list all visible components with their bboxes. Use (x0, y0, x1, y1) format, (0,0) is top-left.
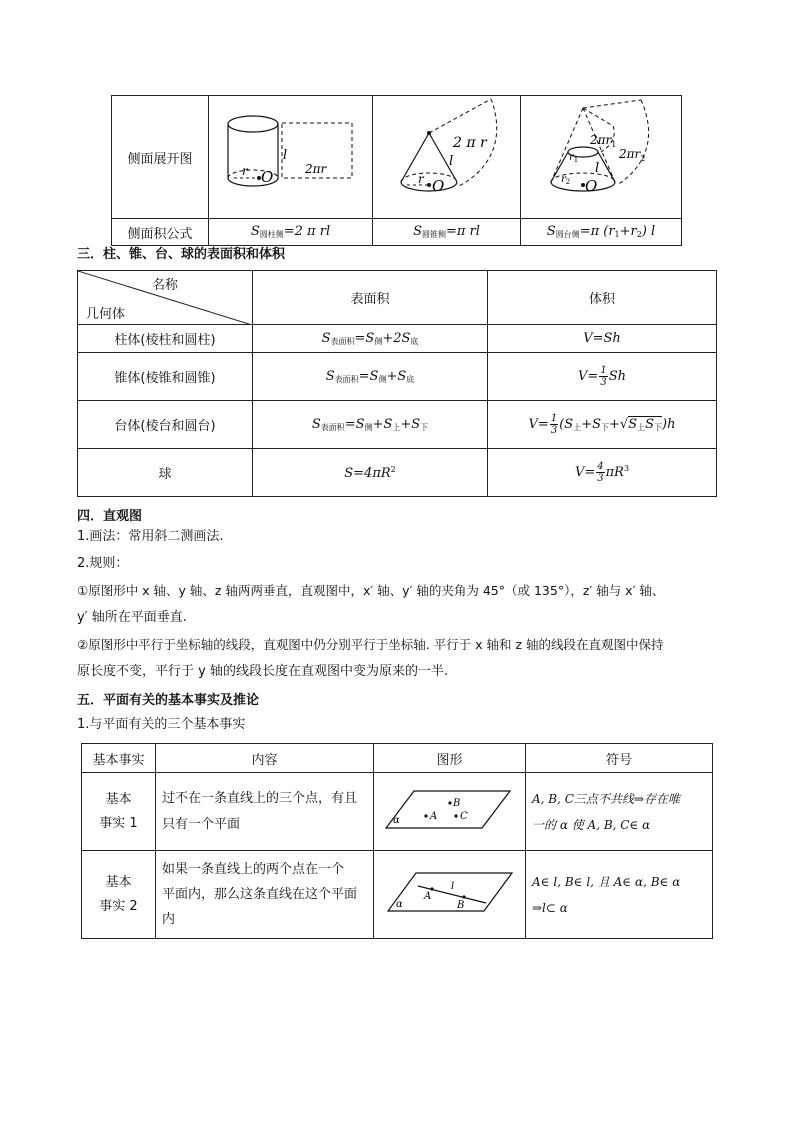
svg-text:O: O (432, 177, 445, 195)
diagonal-header-cell (78, 271, 253, 325)
row-sphere-name: 球 (78, 449, 253, 497)
row-sphere-area: $S=4\pi R^2$ (253, 449, 488, 497)
row-prism-volume: V=Sh (488, 325, 717, 353)
cylinder-unfolding-figure (209, 96, 372, 214)
section4-p4b: 原长度不变，平行于 y 轴的线段长度在直观图中变为原来的一半. (77, 664, 449, 679)
row-frustum-volume: V= $\frac{1}{3}$ $(S_上+S_下+√S_上S_下)h$ (488, 401, 717, 449)
section4-p1: 1.画法：常用斜二测画法. (77, 529, 224, 544)
header-volume: 体积 (488, 271, 717, 325)
header-name: 名称 (152, 278, 179, 293)
unfolding-table (111, 95, 682, 246)
header-solid: 几何体 (86, 307, 126, 322)
fact2-name: 基本 事实 2 (82, 851, 156, 939)
svg-text:l: l (283, 148, 288, 163)
section5-title: 五．平面有关的基本事实及推论 (77, 693, 260, 708)
svg-text:r: r (418, 172, 424, 186)
fact1-content: 过不在一条直线上的三个点，有且 只有一个平面 (156, 773, 374, 851)
row-label-unfolding: 侧面展开图 (112, 96, 209, 219)
fact1-figure-cell (374, 773, 526, 851)
row-label-area-formula: 侧面积公式 (112, 219, 209, 246)
fact2-symbol: A∈ l, B∈ l, 且 A∈ α, B∈ α ⇒l⊂ α (526, 851, 713, 939)
svg-text:l: l (449, 154, 454, 169)
cone-formula: $S_{圆锥侧}=\pi$ rl (373, 219, 521, 246)
section4-p3a: ①原图形中 x 轴、y 轴、z 轴两两垂直，直观图中，x′ 轴、y′ 轴的夹角为 45°（或 135°），z′ 轴与 x′ 轴、 (77, 583, 665, 598)
svg-text:B: B (453, 798, 461, 809)
svg-text:α: α (393, 815, 400, 826)
col-header-content: 内容 (156, 744, 374, 773)
fact1-symbol: A, B, C三点不共线⇒存在唯 一的 α 使 A, B, C∈ α (526, 773, 713, 851)
row-pyramid-name: 锥体(棱锥和圆锥) (78, 353, 253, 401)
row-prism-area: $S_{表面积}=S_侧+2S_底$ (253, 325, 488, 353)
header-area: 表面积 (253, 271, 488, 325)
fact1-name: 基本 事实 1 (82, 773, 156, 851)
frustum-figure-cell (521, 96, 682, 219)
plane-three-points-figure (374, 773, 525, 846)
svg-text:2πr2: $2\pi r_2$ (619, 147, 646, 163)
col-header-fact: 基本事实 (82, 744, 156, 773)
svg-text:r: r (242, 164, 248, 178)
svg-text:B: B (457, 900, 465, 911)
row-sphere-volume: V= $\frac{4}{3}$ $\pi R^3$ (488, 449, 717, 497)
svg-text:O: O (261, 168, 274, 186)
col-header-figure: 图形 (374, 744, 526, 773)
fact2-content: 如果一条直线上的两个点在一个 平面内，那么这条直线在这个平面 内 (156, 851, 374, 939)
svg-text:α: α (396, 899, 403, 910)
svg-text:2πr: 2πr (305, 162, 327, 176)
svg-text:A: A (430, 811, 438, 822)
frustum-unfolding-figure (521, 96, 681, 214)
basic-facts-table (81, 743, 713, 939)
section5-p1: 1.与平面有关的三个基本事实 (77, 717, 246, 732)
svg-text:O: O (585, 177, 598, 195)
section3-title: 三．柱、锥、台、球的表面积和体积 (77, 247, 286, 262)
svg-text:2πr1: $2\pi r_1$ (590, 133, 617, 149)
surface-volume-table (77, 270, 717, 497)
svg-text:r1: $r_1$ (569, 152, 579, 164)
svg-text:l: l (451, 881, 455, 892)
row-pyramid-area: $S_{表面积}=S_侧+S_底$ (253, 353, 488, 401)
cylinder-formula: $S_{圆柱侧}=2$ π rl (209, 219, 373, 246)
svg-text:C: C (460, 811, 468, 822)
cone-unfolding-figure (373, 96, 520, 214)
svg-text:r2: $r_2$ (561, 174, 571, 186)
cone-figure-cell (373, 96, 521, 219)
row-pyramid-volume: V= $\frac{1}{3}$ Sh (488, 353, 717, 401)
section4-p2: 2.规则： (77, 556, 129, 571)
col-header-symbol: 符号 (526, 744, 713, 773)
frustum-formula: $S_{圆台侧}=\pi$ $(r_1+r_2)$ l (521, 219, 682, 246)
row-frustum-name: 台体(棱台和圆台) (78, 401, 253, 449)
svg-text:l: l (595, 161, 600, 176)
fact2-figure-cell (374, 851, 526, 939)
svg-text:2 π r: 2 π r (453, 135, 487, 151)
cylinder-figure-cell (209, 96, 373, 219)
svg-text:A: A (424, 891, 432, 902)
section4-p4a: ②原图形中平行于坐标轴的线段，直观图中仍分别平行于坐标轴. 平行于 x 轴和 z 轴的线段在直观图中保持 (77, 637, 664, 652)
section4-title: 四．直观图 (77, 509, 143, 524)
line-in-plane-figure (374, 851, 525, 934)
row-frustum-area: $S_{表面积}=S_侧+S_上+S_下$ (253, 401, 488, 449)
row-prism-name: 柱体(棱柱和圆柱) (78, 325, 253, 353)
section4-p3b: y′ 轴所在平面垂直. (77, 610, 187, 625)
